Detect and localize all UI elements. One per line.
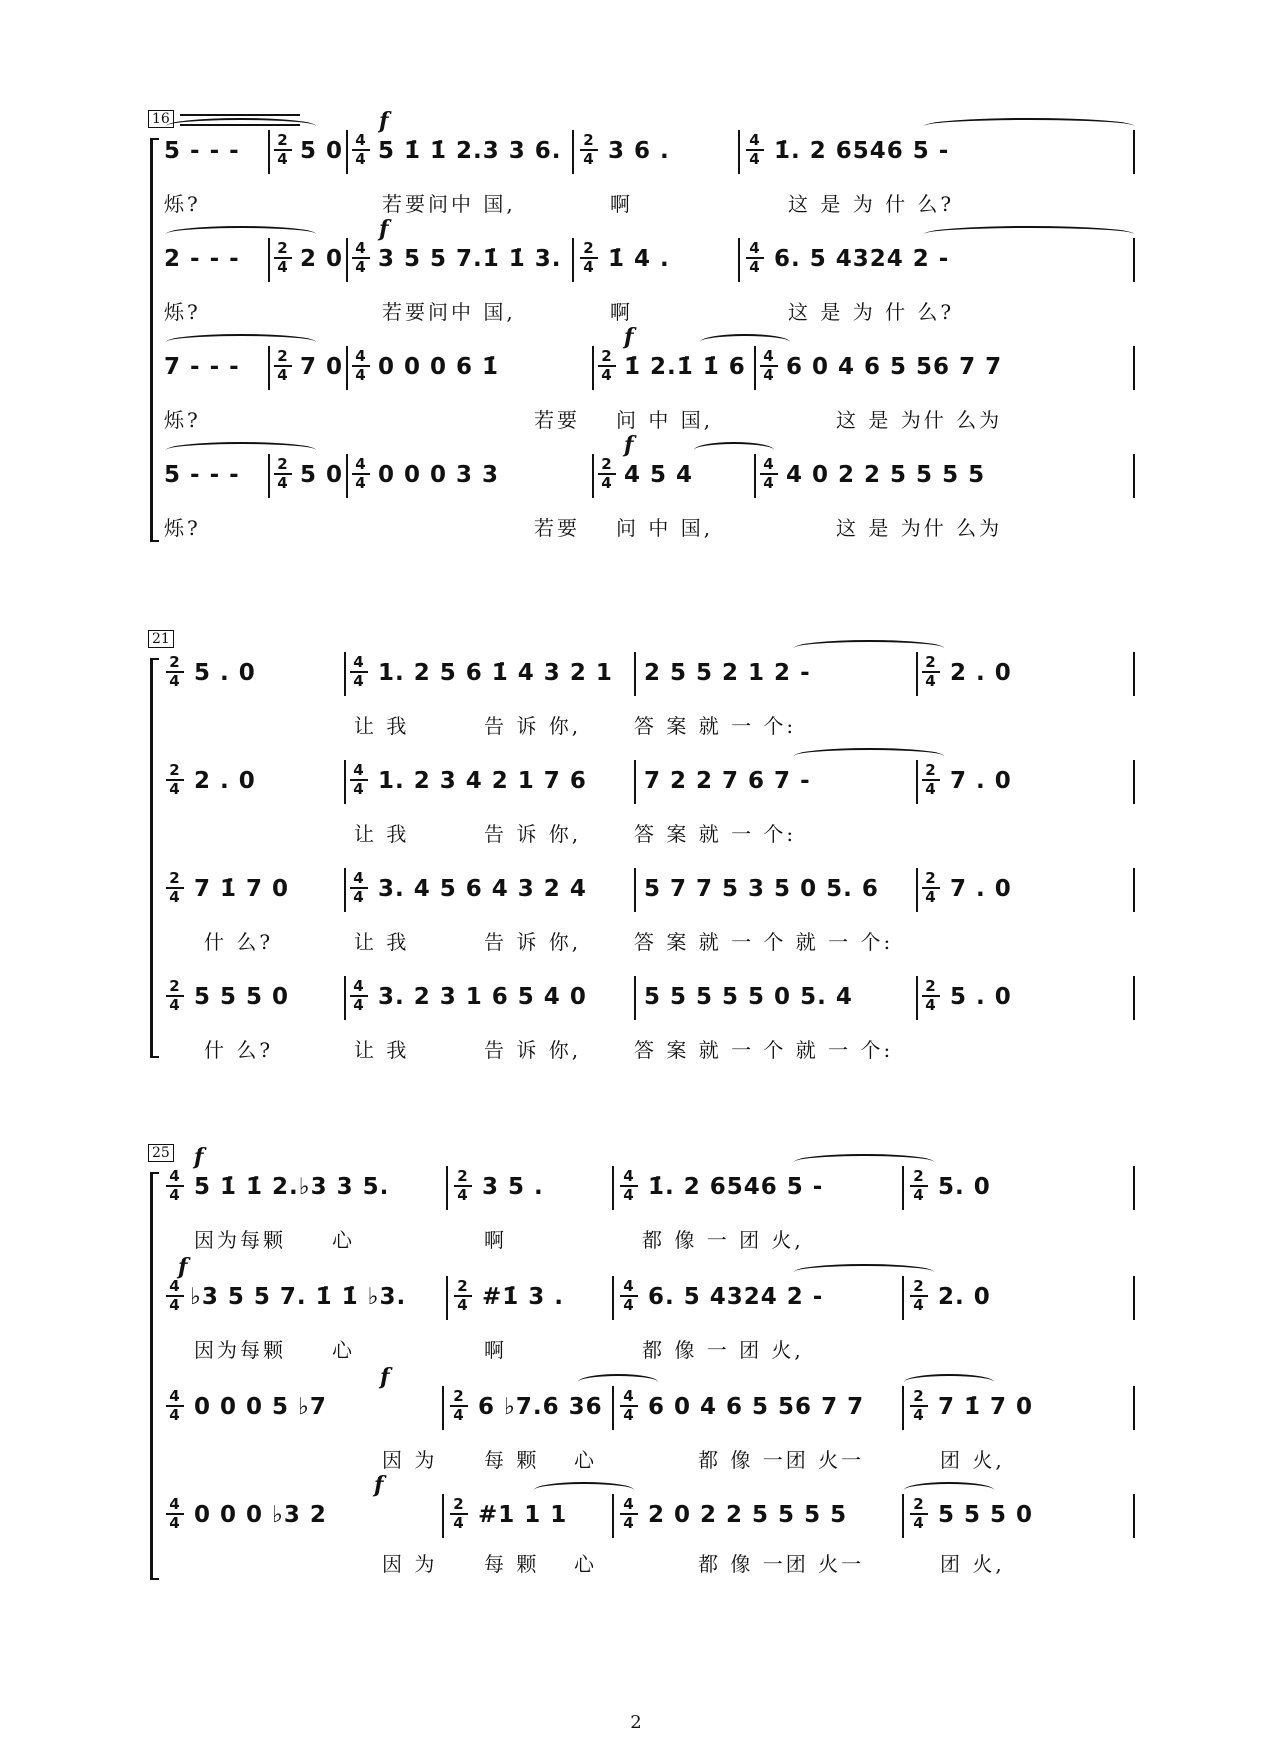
system-brace: [150, 658, 159, 1058]
notes-segment: 1. 2 5 6 1̇ 4 3 2 1: [378, 660, 613, 686]
notes-segment: 2 . 0: [950, 660, 1012, 686]
notes-row: [164, 977, 1135, 1018]
time-signature: 4 4: [352, 240, 370, 276]
slur: [694, 442, 774, 458]
time-signature: 4 4: [620, 1496, 638, 1532]
lyric: 若要: [534, 516, 580, 540]
time-signature: 2 4: [274, 456, 292, 492]
time-signature: 2 4: [922, 870, 940, 906]
lyric: 啊: [610, 300, 633, 324]
lyric: 烁?: [164, 192, 201, 216]
tenor-staff: [164, 846, 1135, 966]
time-signature: 4 4: [620, 1278, 638, 1314]
notes-segment: 3 5 .: [482, 1174, 544, 1200]
barline: [346, 346, 348, 390]
notes-segment: 7 2 2 7 6 7 -: [644, 768, 811, 794]
notes-segment: 1̇ 4 .: [608, 246, 670, 272]
barline: [344, 652, 346, 696]
barline: [634, 760, 636, 804]
barline: [1133, 976, 1135, 1020]
lyric: 都 像 一 团 火,: [642, 1338, 804, 1362]
barline: [446, 1276, 448, 1320]
lyric: 让 我: [354, 1038, 410, 1062]
barline: [916, 976, 918, 1020]
time-signature: 2 4: [580, 132, 598, 168]
time-signature: 4 4: [620, 1388, 638, 1424]
notes-row: [164, 324, 1135, 388]
barline: [268, 130, 270, 174]
notes-segment: 5 1̇ 1̇ 2.3 3 6.: [378, 138, 562, 164]
notes-segment: 3 6 .: [608, 138, 670, 164]
time-signature: 2 4: [166, 654, 184, 690]
lyric: 都 像 一团 火一: [698, 1552, 865, 1576]
lyric: 这 是 为 什 么?: [788, 192, 955, 216]
time-signature: 2 4: [274, 348, 292, 384]
barline: [612, 1276, 614, 1320]
notes-segment: #1̇ 3 .: [482, 1284, 565, 1310]
notes-segment: 5 7 7 5 3 5 0 5. 6: [644, 876, 879, 902]
barline: [1133, 1166, 1135, 1210]
bass-staff: [164, 432, 1135, 552]
notes-segment: 2 0 2 2 5 5 5 5: [648, 1502, 848, 1528]
barline: [592, 346, 594, 390]
tenor-staff: [164, 324, 1135, 444]
slur: [794, 1264, 934, 1280]
barline: [346, 454, 348, 498]
system-1: [150, 108, 1135, 558]
barline: [634, 652, 636, 696]
lyric: 团 火,: [940, 1552, 1005, 1576]
lyric: 问 中 国,: [616, 408, 714, 432]
slur: [924, 118, 1134, 134]
notes-segment: 5 1̇ 1̇ 2.♭3 3 5.: [194, 1174, 390, 1200]
notes-row: [164, 1364, 1135, 1428]
lyric: 这 是 为什 么为: [836, 408, 1003, 432]
barline: [268, 346, 270, 390]
notes-segment: 3. 2 3 1 6 5 4 0: [378, 984, 587, 1010]
lyric: 让 我: [354, 822, 410, 846]
tenor-staff: [164, 1364, 1135, 1484]
barline: [902, 1386, 904, 1430]
lyric: 心: [574, 1552, 597, 1576]
notes-segment: 2 5 5 2 1 2 -: [644, 660, 811, 686]
time-signature: 4 4: [166, 1168, 184, 1204]
time-signature: 2 4: [166, 870, 184, 906]
slur: [166, 226, 316, 242]
barline: [916, 652, 918, 696]
slur: [700, 334, 790, 350]
alto-staff: [164, 216, 1135, 336]
lyric: 因 为: [382, 1448, 438, 1472]
barline: [268, 454, 270, 498]
time-signature: 2 4: [922, 654, 940, 690]
notes-segment: 4 0 2 2 5 5 5 5: [786, 462, 986, 488]
lyrics-row: [164, 1444, 1135, 1474]
notes-row: [164, 432, 1135, 496]
notes-segment: 5 0: [300, 138, 344, 164]
barline: [346, 130, 348, 174]
notes-row: [164, 1144, 1135, 1208]
soprano-staff: [164, 630, 1135, 750]
barline: [902, 1276, 904, 1320]
time-signature: 2 4: [910, 1278, 928, 1314]
lyric: 答 案 就 一 个 就 一 个:: [634, 1038, 894, 1062]
rehearsal-mark: 16: [148, 110, 174, 128]
time-signature: 2 4: [598, 456, 616, 492]
notes-segment: 5 - - -: [164, 138, 240, 164]
time-signature: 4 4: [166, 1496, 184, 1532]
lyric: 答 案 就 一 个:: [634, 822, 797, 846]
slur: [794, 640, 944, 656]
alto-staff: [164, 1254, 1135, 1374]
soprano-staff: [164, 1144, 1135, 1264]
lyrics-row: [164, 1548, 1135, 1578]
system-brace: [150, 1172, 159, 1580]
lyric: 因 为: [382, 1552, 438, 1576]
lyric: 烁?: [164, 300, 201, 324]
barline: [442, 1494, 444, 1538]
notes-segment: 1̇ 2.1̇ 1̇ 6: [624, 354, 746, 380]
barline: [1133, 760, 1135, 804]
dynamic-forte: f: [624, 432, 635, 458]
barline: [1133, 652, 1135, 696]
time-signature: 4 4: [350, 870, 368, 906]
notes-segment: 2 - - -: [164, 246, 240, 272]
notes-row: [164, 1254, 1135, 1318]
notes-segment: 1̇. 2 6546 5 -: [648, 1174, 824, 1200]
notes-segment: 5 . 0: [950, 984, 1012, 1010]
notes-segment: #1 1 1: [478, 1502, 568, 1528]
slur: [794, 1154, 934, 1170]
notes-row: [164, 869, 1135, 910]
notes-segment: 5 5 5 5 5 0 5. 4: [644, 984, 853, 1010]
dynamic-forte: f: [178, 1254, 189, 1280]
barline: [442, 1386, 444, 1430]
time-signature: 2 4: [274, 132, 292, 168]
lyric: 啊: [484, 1228, 507, 1252]
bass-staff: [164, 954, 1135, 1074]
lyric: 让 我: [354, 930, 410, 954]
barline: [738, 130, 740, 174]
barline: [344, 760, 346, 804]
notes-segment: 2. 0: [938, 1284, 991, 1310]
lyrics-row: [164, 710, 1135, 740]
notes-row: [164, 1472, 1135, 1536]
rehearsal-mark: 21: [148, 630, 174, 648]
notes-segment: 7 . 0: [950, 876, 1012, 902]
notes-segment: 4 5 4: [624, 462, 694, 488]
barline: [738, 238, 740, 282]
dynamic-forte: f: [624, 324, 635, 350]
alto-staff: [164, 738, 1135, 858]
lyric: 什 么?: [204, 1038, 274, 1062]
time-signature: 4 4: [352, 132, 370, 168]
slur: [924, 226, 1134, 242]
lyric: 心: [574, 1448, 597, 1472]
notes-segment: 6 0 4 6 5 56 7 7: [786, 354, 1003, 380]
slur: [166, 334, 316, 350]
rehearsal-mark: 25: [148, 1144, 174, 1162]
time-signature: 2 4: [922, 978, 940, 1014]
lyric: 团 火,: [940, 1448, 1005, 1472]
barline: [1133, 1386, 1135, 1430]
time-signature: 2 4: [274, 240, 292, 276]
lyric: 答 案 就 一 个 就 一 个:: [634, 930, 894, 954]
notes-segment: 7 . 0: [950, 768, 1012, 794]
barline: [634, 976, 636, 1020]
notes-segment: 6. 5 4324 2 -: [648, 1284, 824, 1310]
notes-segment: 1. 2 3 4 2 1 7 6: [378, 768, 587, 794]
notes-segment: 7 1̇ 7 0: [194, 876, 290, 902]
notes-segment: 3 5 5 7.1̇ 1̇ 3.: [378, 246, 562, 272]
barline: [902, 1166, 904, 1210]
barline: [916, 760, 918, 804]
notes-segment: 5. 0: [938, 1174, 991, 1200]
time-signature: 4 4: [352, 348, 370, 384]
barline: [1133, 1276, 1135, 1320]
notes-segment: 2 0: [300, 246, 344, 272]
time-signature: 4 4: [620, 1168, 638, 1204]
time-signature: 2 4: [910, 1388, 928, 1424]
notes-segment: 0 0 0 ♭3 2: [194, 1502, 327, 1528]
time-signature: 4 4: [350, 654, 368, 690]
notes-row: [164, 108, 1135, 172]
lyric: 告 诉 你,: [484, 822, 582, 846]
notes-segment: 7 1̇ 7 0: [938, 1394, 1034, 1420]
barline: [592, 454, 594, 498]
barline: [1133, 130, 1135, 174]
notes-segment: 3. 4 5 6 4 3 2 4: [378, 876, 587, 902]
time-signature: 2 4: [166, 978, 184, 1014]
time-signature: 2 4: [922, 762, 940, 798]
time-signature: 2 4: [598, 348, 616, 384]
lyric: 都 像 一团 火一: [698, 1448, 865, 1472]
barline: [612, 1494, 614, 1538]
barline: [572, 238, 574, 282]
barline: [634, 868, 636, 912]
lyrics-row: [164, 1224, 1135, 1254]
barline: [612, 1166, 614, 1210]
lyric: 心: [332, 1338, 355, 1362]
notes-segment: 5 5 5 0: [938, 1502, 1034, 1528]
time-signature: 4 4: [746, 132, 764, 168]
lyric: 烁?: [164, 516, 201, 540]
time-signature: 2 4: [910, 1496, 928, 1532]
barline: [754, 454, 756, 498]
time-signature: 2 4: [454, 1278, 472, 1314]
lyrics-row: [164, 1334, 1135, 1364]
time-signature: 2 4: [166, 762, 184, 798]
lyric: 什 么?: [204, 930, 274, 954]
lyrics-row: [164, 1034, 1135, 1064]
time-signature: 4 4: [350, 978, 368, 1014]
notes-segment: 5 0: [300, 462, 344, 488]
notes-segment: 5 - - -: [164, 462, 240, 488]
time-signature: 2 4: [910, 1168, 928, 1204]
slur: [904, 1482, 994, 1498]
lyric: 答 案 就 一 个:: [634, 714, 797, 738]
lyric: 若要: [534, 408, 580, 432]
barline: [344, 976, 346, 1020]
time-signature: 4 4: [166, 1278, 184, 1314]
slur: [904, 1374, 994, 1390]
barline: [902, 1494, 904, 1538]
lyrics-row: [164, 818, 1135, 848]
time-signature: 2 4: [580, 240, 598, 276]
slur: [166, 118, 316, 134]
lyrics-row: [164, 512, 1135, 542]
dynamic-forte: f: [194, 1144, 205, 1170]
lyric: 啊: [610, 192, 633, 216]
system-brace: [150, 138, 159, 542]
barline: [268, 238, 270, 282]
notes-segment: 7 0: [300, 354, 344, 380]
system-2: [150, 624, 1135, 1074]
time-signature: 4 4: [166, 1388, 184, 1424]
lyric: 若要问中 国,: [382, 192, 516, 216]
lyric: 烁?: [164, 408, 201, 432]
notes-segment: 2 . 0: [194, 768, 256, 794]
barline: [446, 1166, 448, 1210]
lyric: 告 诉 你,: [484, 1038, 582, 1062]
slur: [578, 1374, 658, 1390]
lyric: 啊: [484, 1338, 507, 1362]
notes-segment: 6 0 4 6 5 56 7 7: [648, 1394, 865, 1420]
slur: [166, 442, 316, 458]
lyric: 都 像 一 团 火,: [642, 1228, 804, 1252]
barline: [916, 868, 918, 912]
time-signature: 4 4: [760, 348, 778, 384]
barline: [344, 868, 346, 912]
barline: [1133, 454, 1135, 498]
lyrics-row: [164, 188, 1135, 218]
time-signature: 4 4: [350, 762, 368, 798]
dynamic-forte: f: [379, 216, 390, 242]
notes-segment: 7 - - -: [164, 354, 240, 380]
lyric: 问 中 国,: [616, 516, 714, 540]
time-signature: 2 4: [454, 1168, 472, 1204]
time-signature: 4 4: [352, 456, 370, 492]
barline: [1133, 868, 1135, 912]
soprano-staff: [164, 108, 1135, 228]
system-3: [150, 1140, 1135, 1600]
time-signature: 4 4: [760, 456, 778, 492]
bass-staff: [164, 1472, 1135, 1592]
notes-segment: 6 ♭7.6 36: [478, 1394, 603, 1420]
notes-segment: 1̇. 2 6546 5 -: [774, 138, 950, 164]
barline: [612, 1386, 614, 1430]
dynamic-forte: f: [379, 108, 390, 134]
page-number: 2: [630, 1712, 642, 1733]
lyric: 让 我: [354, 714, 410, 738]
barline: [754, 346, 756, 390]
lyric: 因为每颗: [194, 1228, 286, 1252]
lyrics-row: [164, 404, 1135, 434]
notes-segment: 0 0 0 6 1̇: [378, 354, 500, 380]
lyric: 因为每颗: [194, 1338, 286, 1362]
notes-segment: ♭3 5 5 7. 1̇ 1̇ ♭3.: [190, 1284, 407, 1310]
lyric: 告 诉 你,: [484, 930, 582, 954]
notes-row: [164, 761, 1135, 802]
lyrics-row: [164, 926, 1135, 956]
time-signature: 4 4: [746, 240, 764, 276]
dynamic-forte: f: [380, 1364, 391, 1390]
lyric: 这 是 为 什 么?: [788, 300, 955, 324]
barline: [1133, 1494, 1135, 1538]
notes-segment: 6. 5 4324 2 -: [774, 246, 950, 272]
lyric: 这 是 为什 么为: [836, 516, 1003, 540]
lyrics-row: [164, 296, 1135, 326]
notes-row: [164, 653, 1135, 694]
barline: [1133, 238, 1135, 282]
lyric: 告 诉 你,: [484, 714, 582, 738]
notes-segment: 5 . 0: [194, 660, 256, 686]
slur: [534, 1482, 634, 1498]
notes-segment: 0 0 0 5 ♭7: [194, 1394, 327, 1420]
notes-segment: 0 0 0 3 3: [378, 462, 500, 488]
barline: [346, 238, 348, 282]
lyric: 每 颗: [484, 1552, 540, 1576]
lyric: 若要问中 国,: [382, 300, 516, 324]
time-signature: 2 4: [450, 1496, 468, 1532]
lyric: 每 颗: [484, 1448, 540, 1472]
barline: [572, 130, 574, 174]
lyric: 心: [332, 1228, 355, 1252]
slur: [794, 748, 944, 764]
barline: [1133, 346, 1135, 390]
notes-row: [164, 216, 1135, 280]
dynamic-forte: f: [374, 1472, 385, 1498]
time-signature: 2 4: [450, 1388, 468, 1424]
notes-segment: 5 5 5 0: [194, 984, 290, 1010]
